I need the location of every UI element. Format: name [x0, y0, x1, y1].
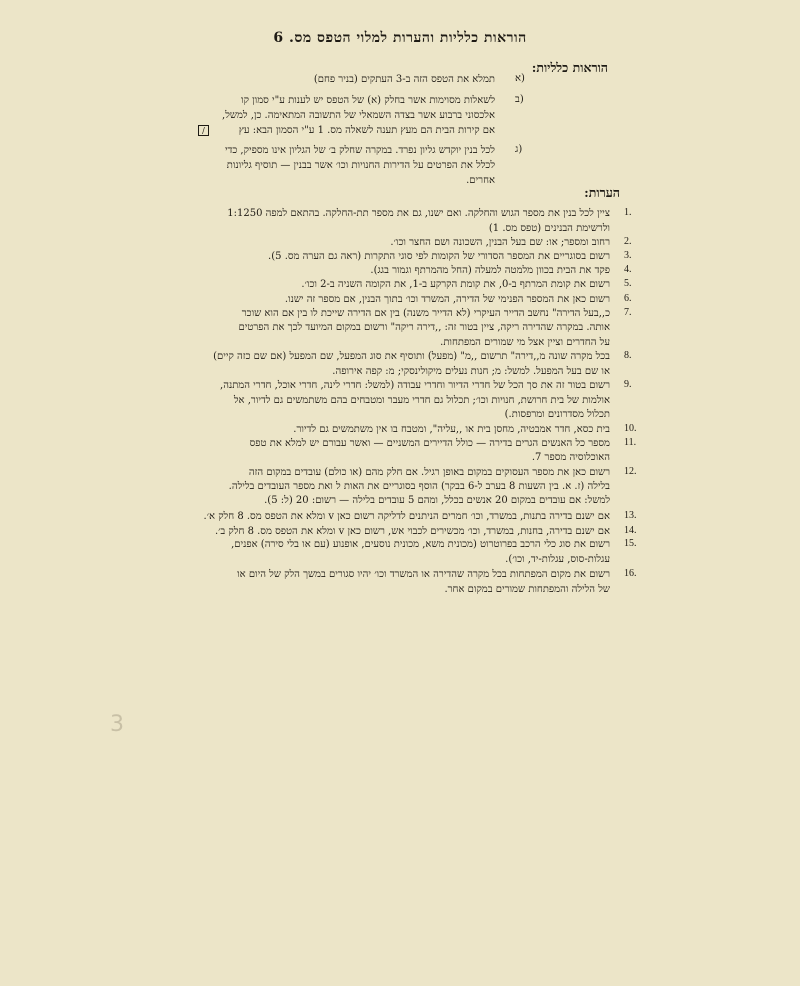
general-c-line-1: לכל בנין יוקדש גליון נפרד. במקרה שחלק ב׳ של הגליון אינו מספיק, כדי — [224, 145, 495, 156]
note-number: 14. — [624, 525, 637, 536]
note-number: 5. — [624, 278, 632, 289]
note-line: בית כסא, חדר אמבטיה, מחסן בית או ,,עליה", ומטבח בו אין משתמשים גם לדיור. — [293, 424, 610, 435]
note-line: פקד את הבית בכוון מלמטה למעלה (החל מהמרתף וגמור בגג). — [370, 265, 610, 276]
note-number: 6. — [624, 293, 632, 304]
general-b-line-3: אם קירות הבית הם מעץ תענה לשאלה מס. 1 ע"י הסמון הבא: עץ — [238, 125, 495, 136]
note-line: תכלול מסדרונים ומרפסות.) — [504, 409, 610, 420]
faint-mark: 3 — [110, 712, 124, 737]
note-number: 12. — [624, 466, 637, 477]
general-label-b: ב) — [515, 94, 524, 105]
note-line: רשום בטור זה את סך הכל של חדרי הדיור וחדרי עבודה (למשל: חדרי לינה, חדרי אוכל, חדרי המתנה, — [220, 380, 610, 391]
note-line: עגלות-סוס, עגלות-יד, וכו׳). — [505, 554, 610, 565]
note-number: 10. — [624, 423, 637, 434]
note-line: ולרשימת הבנינים (טפס מס. 1) — [488, 223, 610, 234]
note-line: רשום את סוג כלי הרכב בפרוטרוט (מכונית משא, מכונית נוסעים, אופנוע (עם או בלי סירה) אפנים, — [231, 539, 610, 550]
note-number: 2. — [624, 236, 632, 247]
note-line: רשום את מקום המפתחות בכל מקרה שהדירה או המשרד וכו׳ יהיו סגורים במשך הלק של היום או — [237, 569, 610, 580]
note-line: רשום בסוגריים את המספר הסדורי של הקומות לפי סוגי התקרות (ראה גם הערה מס. 5). — [268, 251, 610, 262]
note-line: בלילה (ז. א. בין השעות 8 בערב ל-6 בבקר) הוסף בסוגריים את האות ל ואת מספר העובדים בלילה. — [228, 481, 610, 492]
general-a-line: תמלא את הטפס הזה ב-3 העתקים (בניר פחם) — [313, 74, 495, 85]
notes-heading: הערות: — [584, 185, 620, 200]
note-line: רחוב ומספר; או: שם בעל הבנין, השכונה ושם החצר וכו׳. — [390, 237, 610, 248]
note-number: 9. — [624, 379, 632, 390]
general-b-line-2: אלכסוני ברבוע אשר בצדה השמאלי של התשובה המתאימה. כן, למשל, — [222, 110, 495, 121]
note-number: 3. — [624, 250, 632, 261]
note-number: 8. — [624, 350, 632, 361]
note-line: או שם בעל המפעל. למשל: מ; חנות נעלים מיקולינסקי; מ: קפה אירופה. — [332, 366, 610, 377]
note-line: למשל: אם עובדים במקום 20 אנשים בכלל, ומהם 5 עובדים בלילה — רשום: 20 (ל: 5). — [264, 495, 610, 506]
general-c-line-3: אחרים. — [466, 175, 495, 186]
note-number: 15. — [624, 538, 637, 549]
note-number: 11. — [624, 437, 637, 448]
note-number: 1. — [624, 207, 632, 218]
note-line: אם ישנם בדירה, בחנות, במשרד, וכו׳ מכשירים לכבוי אש, רשום כאן v ומלא את הטפס מס. 8 חלק ב׳. — [214, 526, 610, 537]
note-number: 7. — [624, 307, 632, 318]
note-number: 16. — [624, 568, 637, 579]
note-number: 13. — [624, 510, 637, 521]
document-title: הוראות כלליות והערות למלוי הטפס מס. 6 — [273, 30, 527, 46]
general-label-c: ג) — [515, 144, 523, 155]
general-b-line-1: לשאלות מסוימות אשר בחלק (א) של הטפס יש לענות ע"י סמון קו — [241, 95, 495, 106]
note-line: מספר כל האנשים הגרים בדירה — כולל הדיירים המשניים — ואשר עבורם יש למלא את טפס — [249, 438, 610, 449]
note-line: על החדרים וציין אצל מי שמורים המפתחות. — [440, 337, 610, 348]
note-line: של הלילה והמפתחות שמורים במקום אחר. — [444, 584, 610, 595]
example-checkbox: / — [198, 125, 209, 136]
general-c-line-2: לכלל את הפרטים על הדירות החנויות וכו׳ אשר בבנין — תוסיף גליונות — [226, 160, 495, 171]
note-line: כ,,בעל הדירה" נחשב הדייר העיקרי (לא הדייר משנה) בין אם הדירה שייכת לו בין אם הוא שוכר — [241, 308, 610, 319]
note-line: רשום כאן את מספר העסוקים במקום באופן רגיל. אם חלק מהם (או כולם) עובדים במקום הזה — [248, 467, 610, 478]
general-label-a: א) — [515, 73, 525, 84]
note-line: אם ישנם בדירה בתנות, במשרד, וכו׳ חמרים הניתנים לדליקה רשום כאן v ומלא את הטפס מס. 8 חלק א׳. — [203, 511, 610, 522]
note-line: ציין לכל בנין את מספר הגוש והחלקה. ואם ישנו, גם את מספר תת-החלקה. בהתאם למפה 1:1250 — [227, 208, 610, 219]
general-instructions-heading: הוראות כלליות: — [531, 60, 608, 75]
note-line: רשום כאן את המספר הפנימי של הדירה, המשרד וכו׳ בתוך הבנין, אם מספר זה ישנו. — [284, 294, 610, 305]
note-line: בכל מקרה שונה מ,,דירה" תרשום ,,מ" (מפעל) ותוסיף את סוג המפעל, שם המפעל (אם שם כזה קיים) — [213, 351, 610, 362]
note-line: רשום את קומת המרתף ב-0, את קומת הקרקע ב-1, את הקומה השניה ב-2 וכו׳. — [301, 279, 610, 290]
note-line: אולמות של בית חרושת, חנויות וכו׳; תכלול גם חדרי מעבר ומטבחים בהם משתמשים גם לדיור, אל — [233, 395, 610, 406]
note-line: האוכלוסיה מספר 7. — [531, 452, 610, 463]
note-number: 4. — [624, 264, 632, 275]
note-line: אותה. במקרה שהדירה ריקה, ציין בטור זה: ,,דירה ריקה" ורשום במקום המיועד לכך את הפרטים — [238, 322, 610, 333]
